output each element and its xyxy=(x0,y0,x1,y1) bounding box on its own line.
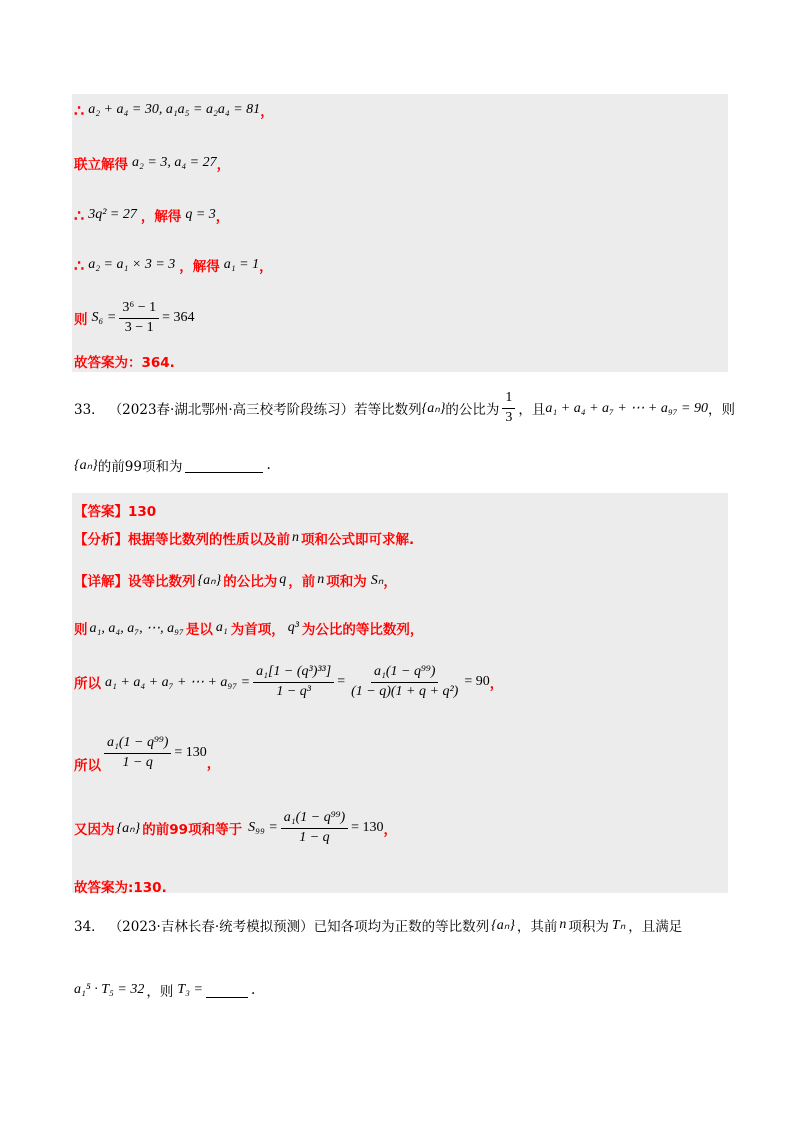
math-expr: = 364 xyxy=(162,310,195,326)
solution-line-5: 则 S₆ = $\frac{\text{3⁶ − 1}}{3 - 1}$ = 364 xyxy=(74,300,195,335)
question-33: 33． （2023春·湖北鄂州·高三校考阶段练习）若等比数列 {aₙ} 的公比为 $\frac{1}{3}$ ，且 a₁ + a₄ + a₇ + ⋯ + a₉₇ = 90 ，则 xyxy=(74,390,735,425)
math-expr: q = 3 xyxy=(185,207,216,222)
question-34: 34． （2023·吉林长春·统考模拟预测）已知各项均为正数的等比数列 {aₙ} ，其前 n 项积为 Tₙ ，且满足 xyxy=(74,917,683,935)
answer-label: 【答案】130 xyxy=(74,504,157,520)
so-line: 所以 $\frac{\text{a₁(1 − q⁹⁹)}}{1 - q}$ = 130 ， xyxy=(74,734,221,774)
math-expr: S₆ = xyxy=(91,310,117,326)
solution-line-4: ∴ a₂ = a₁ × 3 = 3 ，解得 a₁ = 1 ， xyxy=(74,255,273,275)
solution-line-2: 联立解得 a₂ = 3, a₄ = 27 ， xyxy=(74,155,231,173)
sum-equation-line: 所以 a₁ + a₄ + a₇ + ⋯ + a₉₇ = $\frac{\text{a₁[1 − (q³)³³]}}{\text{1 − q³}}$ = $\frac{\text{a₁(1 − q⁹⁹)}}{\text{(1 − q)(1 + q + q²)}}$ = 90 ， xyxy=(74,664,504,699)
analysis-line: 【分析】根据等比数列的性质以及前 n 项和公式即可求解. xyxy=(74,530,415,548)
math-expr: a₁ = 1 xyxy=(223,257,260,272)
because-line: 又因为 {aₙ} 的前99项和等于 S₉₉ = $\frac{\text{a₁(1 − q⁹⁹)}}{1 - q}$ = 130 ， xyxy=(74,810,398,845)
fraction: $\frac{\text{a₁(1 − q⁹⁹)}}{\text{(1 − q)(1 + q + q²)}}$ xyxy=(351,664,459,699)
question-34-cont: a₁⁵ · T₅ = 32 ，则 T₃ = . xyxy=(74,982,256,1000)
answer-blank[interactable] xyxy=(206,983,248,998)
final-answer-32: 故答案为：364. xyxy=(74,355,175,371)
solution-line-1: ∴ a₂ + a₄ = 30, a₁a₅ = a₂a₄ = 81 ， xyxy=(74,100,274,120)
fraction: $\frac{\text{3⁶ − 1}}{3 - 1}$ xyxy=(119,300,159,337)
fraction: $\frac{1}{3}$ xyxy=(502,390,515,427)
fraction: $\frac{\text{a₁[1 − (q³)³³]}}{\text{1 − q³}}$ xyxy=(253,664,334,701)
fraction: $\frac{\text{a₁(1 − q⁹⁹)}}{1 - q}$ xyxy=(281,810,348,847)
math-expr: a₂ = 3, a₄ = 27 xyxy=(132,155,217,170)
math-expr: a₂ + a₄ = 30, a₁a₅ = a₂a₄ = 81 xyxy=(88,102,261,117)
solution-line-3: ∴ 3q² = 27 ，解得 q = 3 ， xyxy=(74,205,230,225)
final-answer-33: 故答案为:130. xyxy=(74,880,167,896)
math-expr: 3q² = 27 xyxy=(88,207,137,222)
answer-blank[interactable] xyxy=(185,458,263,473)
fraction: $\frac{\text{a₁(1 − q⁹⁹)}}{1 - q}$ xyxy=(104,735,171,772)
math-expr: a₂ = a₁ × 3 = 3 xyxy=(88,257,176,272)
question-33-cont: {aₙ} 的前99项和为 . xyxy=(74,457,271,475)
detail-line: 【详解】设等比数列 {aₙ} 的公比为 q ，前 n 项和为 Sₙ ， xyxy=(74,572,397,590)
subsequence-line: 则 a₁, a₄, a₇, ⋯, a₉₇ 是以 a₁ 为首项， q³ 为公比的等比数列， xyxy=(74,620,424,638)
